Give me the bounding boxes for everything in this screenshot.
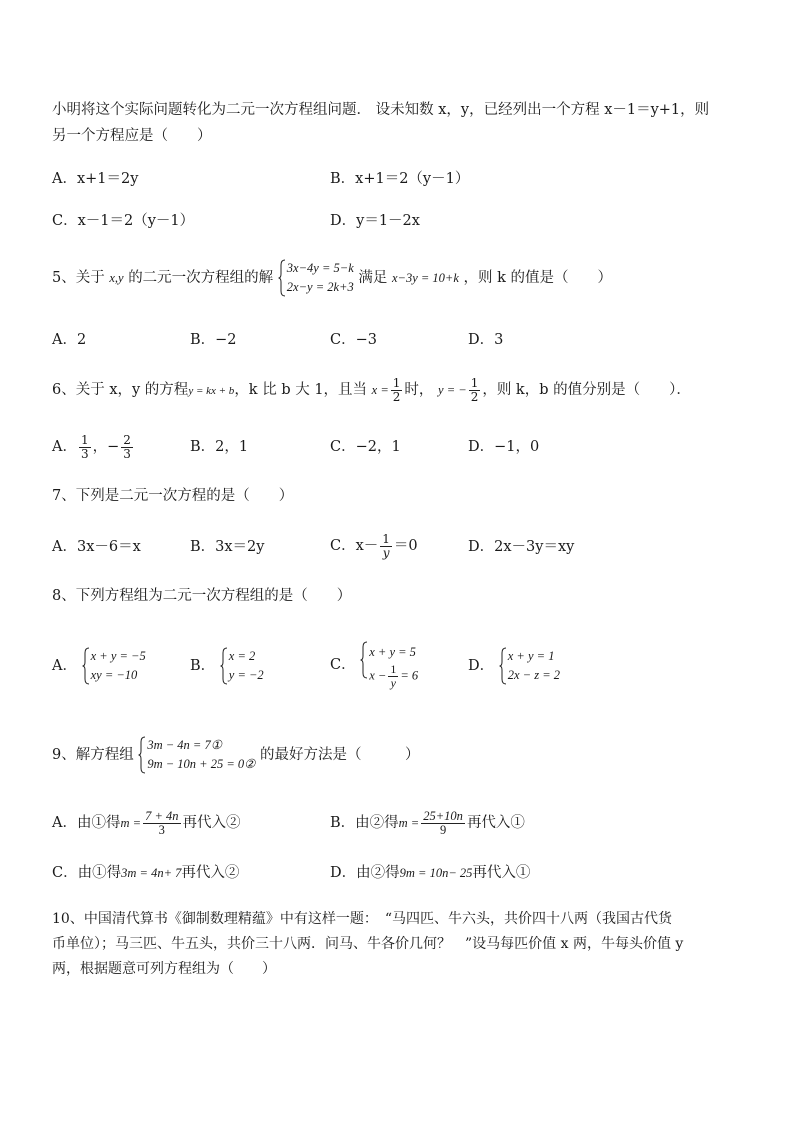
q6-a-frac2 — [121, 434, 133, 461]
q5-condition: x−3y = 10+k — [391, 271, 459, 285]
question-8-stem: 8、下列方程组为二元一次方程组的是（ ） — [52, 588, 352, 604]
question-10-line1: 10、中国清代算书《御制数理精蕴》中有这样一题： “马四匹、牛六头，共价四十八两（我国古代货 — [52, 911, 672, 927]
q8-d-row2: 2x − z = 2 — [507, 668, 561, 682]
question-9-stem — [52, 735, 420, 775]
frac-den: y — [382, 545, 390, 560]
q9-b-m: m = — [398, 816, 420, 830]
q7-c-post: ＝0 — [393, 538, 418, 554]
q6-y-eq: y = − — [438, 383, 467, 397]
q8-b-label: B． — [190, 658, 216, 674]
q8-option-a — [52, 646, 146, 686]
q9-d-post: 再代入① — [472, 865, 531, 881]
q9-a-frac — [143, 810, 180, 837]
frac-num: 1 — [392, 375, 401, 390]
q8-option-d — [468, 646, 560, 686]
frac-den: 3 — [123, 446, 131, 461]
q7-option-b: B．3x＝2y — [190, 539, 265, 555]
q5-satisfy: 满足 — [358, 270, 388, 286]
frac-num: 1 — [390, 661, 397, 676]
q5-equation-system — [278, 259, 354, 297]
q8-a-label: A． — [52, 658, 77, 674]
option-d: D．y＝1－2x — [330, 213, 420, 229]
q9-option-d — [330, 864, 530, 882]
question-10-line3: 两，根据题意可列方程组为（ ） — [52, 961, 276, 977]
q6-x-fraction — [391, 377, 403, 404]
q7-option-d: D．2x－3y＝xy — [468, 539, 575, 555]
q6-equation: y = kx + b — [188, 385, 235, 397]
q9-d-pre: D．由②得 — [330, 865, 400, 881]
frac-den: 3 — [80, 446, 89, 461]
q6-suffix: ，则 k，b 的值分别是（ ）． — [482, 382, 691, 398]
frac-den: 9 — [439, 822, 447, 837]
q6-prefix: 6、关于 x，y 的方程 — [52, 382, 189, 398]
question-7-stem: 7、下列是二元一次方程的是（ ） — [52, 488, 294, 504]
q9-a-pre: A．由①得 — [52, 815, 121, 831]
q5-option-c: C．−3 — [330, 332, 377, 348]
q9-row1: 3m − 4n = 7① — [147, 738, 222, 752]
q5-prefix: 5、关于 — [52, 270, 105, 286]
q5-option-b: B．−2 — [190, 332, 237, 348]
q5-sys-row2: 2x−y = 2k+3 — [286, 280, 354, 294]
q6-option-a — [52, 430, 135, 464]
q6-mid: ，k 比 b 大 1，且当 — [234, 382, 368, 398]
q8-c-row2-post: = 6 — [400, 667, 419, 682]
q7-c-pre: C．x－ — [330, 538, 379, 554]
q6-a-sep: ，− — [92, 439, 120, 455]
q8-a-row2: xy = −10 — [90, 668, 138, 682]
q6-a-label: A． — [52, 439, 77, 455]
q5-mid: 的二元一次方程组的解 — [128, 270, 274, 286]
brace-icon — [138, 736, 146, 774]
frac-den: 2 — [470, 389, 479, 404]
q9-a-m: m = — [120, 816, 142, 830]
question-stem-line2: 另一个方程应是（ ） — [52, 128, 212, 144]
q9-option-c — [52, 864, 239, 882]
q5-vars: x,y — [109, 271, 124, 285]
q8-b-row2: y = −2 — [228, 668, 264, 682]
frac-num: 25+10n — [423, 808, 463, 823]
q8-a-row1: x + y = −5 — [90, 649, 146, 663]
q5-suffix: ，则 k 的值是（ ） — [463, 270, 613, 286]
q9-prefix: 9、解方程组 — [52, 747, 134, 763]
q6-option-c: C．−2，1 — [330, 439, 401, 455]
question-5-stem — [52, 258, 612, 298]
q8-d-label: D． — [468, 658, 495, 674]
question-6-stem — [52, 372, 691, 409]
frac-den: 3 — [158, 822, 165, 837]
q9-equation-system — [138, 736, 255, 774]
frac-num: 2 — [123, 432, 131, 447]
option-b: B．x+1＝2（y－1） — [330, 171, 470, 187]
brace-icon — [499, 647, 507, 685]
frac-den: y — [390, 675, 396, 690]
frac-den: 2 — [392, 389, 401, 404]
q9-d-eq: 9m = 10n− 25 — [399, 866, 473, 880]
q5-sys-row1: 3x−4y = 5−k — [286, 261, 354, 275]
q6-a-frac1 — [79, 434, 91, 461]
q8-option-b — [190, 646, 264, 686]
brace-icon — [220, 647, 228, 685]
q9-row2: 9m − 10n + 25 = 0② — [147, 757, 256, 771]
q7-option-a: A．3x－6＝x — [52, 539, 141, 555]
q6-option-b: B．2，1 — [190, 439, 249, 455]
q8-d-row1: x + y = 1 — [507, 649, 555, 663]
q6-when: 时， — [404, 382, 434, 398]
q8-a-system — [82, 647, 146, 685]
frac-num: 7 + 4n — [145, 808, 179, 823]
q8-b-row1: x = 2 — [228, 649, 256, 663]
frac-num: 1 — [382, 531, 390, 546]
q8-c-frac — [388, 663, 398, 690]
q8-c-row2-pre: x − — [369, 667, 387, 682]
q8-option-c — [330, 636, 418, 694]
q7-c-frac — [380, 533, 392, 560]
q7-option-c — [330, 529, 418, 563]
q5-option-a: A．2 — [52, 332, 87, 348]
frac-num: 1 — [470, 375, 479, 390]
q9-option-b — [330, 805, 525, 841]
q9-b-post: 再代入① — [466, 815, 525, 831]
q6-x-eq: x = — [371, 383, 389, 397]
q9-c-eq: 3m = 4n+ 7 — [121, 866, 182, 880]
q9-suffix: 的最好方法是（ ） — [260, 747, 420, 763]
option-c: C．x－1＝2（y－1） — [52, 213, 195, 229]
q6-option-d: D．−1，0 — [468, 439, 540, 455]
q8-d-system — [499, 647, 560, 685]
brace-icon — [360, 641, 368, 679]
q5-option-d: D．3 — [468, 332, 504, 348]
brace-icon — [278, 259, 286, 297]
q9-c-post: 再代入② — [181, 865, 240, 881]
frac-num: 1 — [80, 432, 89, 447]
option-a: A．x+1＝2y — [52, 171, 139, 187]
q6-y-fraction — [469, 377, 481, 404]
q9-b-pre: B．由②得 — [330, 815, 399, 831]
q8-c-label: C． — [330, 657, 356, 673]
q9-a-post: 再代入② — [182, 815, 241, 831]
question-stem-line1: 小明将这个实际问题转化为二元一次方程组问题． 设未知数 x，y，已经列出一个方程 x－1＝y+1，则 — [52, 102, 710, 118]
q8-c-row2 — [369, 663, 418, 690]
q8-c-row1: x + y = 5 — [369, 644, 416, 659]
q9-c-pre: C．由①得 — [52, 865, 122, 881]
brace-icon — [82, 647, 90, 685]
q9-b-frac — [421, 810, 465, 837]
question-10-line2: 币单位）；马三匹、牛五头，共价三十八两．问马、牛各价几何？ ”设马每匹价值 x 两，牛每头价值 y — [52, 936, 684, 952]
q9-option-a — [52, 805, 241, 841]
q8-c-system — [360, 641, 418, 690]
q8-b-system — [220, 647, 264, 685]
